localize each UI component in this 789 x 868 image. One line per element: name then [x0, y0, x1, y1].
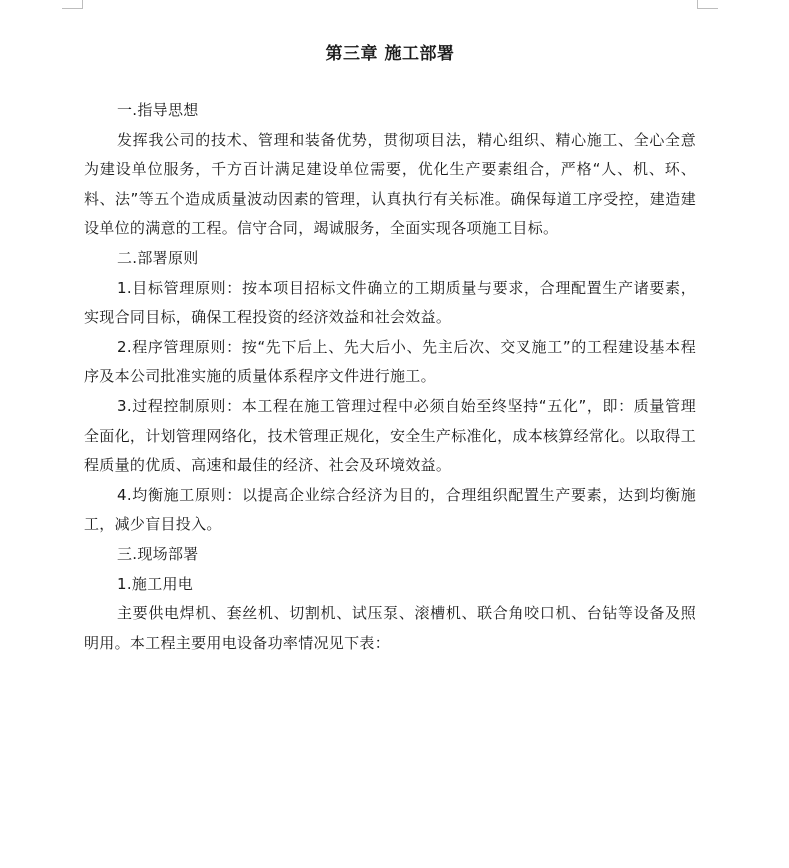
paragraph-balanced-construction: 4.均衡施工原则：以提高企业综合经济为目的，合理组织配置生产要素，达到均衡施工，减少盲目投入。 — [84, 485, 696, 534]
chapter-title: 第三章 施工部署 — [325, 44, 455, 64]
paragraph-construction-power: 主要供电焊机、套丝机、切割机、试压泵、滚槽机、联合角咬口机、台钻等设备及照明用。本工程主要用电设备功率情况见下表： — [84, 604, 696, 652]
crop-mark-top-right — [697, 0, 718, 9]
section-heading-deployment-principles: 二.部署原则 — [117, 248, 199, 267]
subsection-heading-construction-power: 1.施工用电 — [117, 574, 194, 593]
document-body — [84, 36, 696, 658]
paragraph-process-control: 3.过程控制原则：本工程在施工管理过程中必须自始至终坚持“五化”，即：质量管理全面化，计划管理网络化，技术管理正规化，安全生产标准化，成本核算经常化。以取得工程质量的优质、高速和最佳的经济、社会及环境效益。 — [84, 396, 697, 475]
paragraph-target-management: 1.目标管理原则：按本项目招标文件确立的工期质量与要求，合理配置生产诸要素，实现合同目标，确保工程投资的经济效益和社会效益。 — [84, 278, 696, 327]
paragraph-guiding-ideology: 发挥我公司的技术、管理和装备优势，贯彻项目法，精心组织、精心施工、全心全意为建设单位服务，千方百计满足建设单位需要，优化生产要素组合，严格“人、机、环、料、法”等五个造成质量波动因素的管理，认真执行有关标准。确保每道工序受控，建造建设单位的满意的工程。信守合同，竭诚服务，全面实现各项施工目标。 — [84, 130, 696, 238]
crop-mark-top-left — [62, 0, 83, 9]
paragraph-procedure-management: 2.程序管理原则：按“先下后上、先大后小、先主后次、交叉施工”的工程建设基本程序及本公司批准实施的质量体系程序文件进行施工。 — [84, 337, 696, 386]
section-heading-guiding-ideology: 一.指导思想 — [117, 101, 199, 119]
section-heading-site-deployment: 三.现场部署 — [117, 544, 199, 563]
